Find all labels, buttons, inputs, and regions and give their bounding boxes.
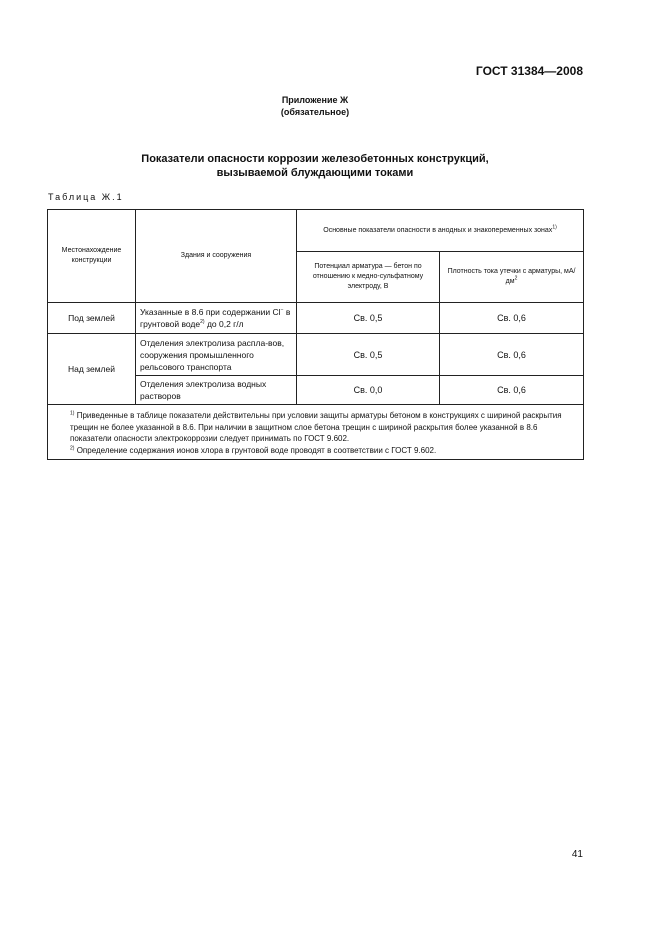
- row1-building: Указанные в 8.6 при содержании Cl− в грунтовой воде$^{2)}$ до 0,2 г/л: [136, 303, 297, 334]
- row2-location: Над землей: [48, 334, 136, 405]
- row2-density: Св. 0,6: [440, 334, 584, 376]
- header-density: [440, 252, 584, 303]
- header-group-text: Основные показатели опасности в анодных и знакопеременных зонах: [323, 226, 553, 234]
- appendix-subtitle: (обязательное): [280, 107, 350, 117]
- row1-location: Под землей: [48, 303, 136, 334]
- title-line-1: Показатели опасности коррозии железобетонных конструкций,: [141, 153, 489, 165]
- header-density-text: Плотность тока утечки с арматуры, мА/дм: [447, 268, 576, 285]
- title-line-2: вызываемой блуждающими токами: [216, 167, 414, 179]
- row1-potential: Св. 0,5: [297, 303, 440, 334]
- header-group-footnote-mark: 1): [552, 224, 557, 231]
- row1-building-part-a: Указанные в 8.6 при содержании Cl: [140, 307, 281, 317]
- note-1-text: Приведенные в таблице показатели действительны при условии защиты арматуры бетоном в конструкциях с шириной раскрытия трещин не более указанной в 8.6. При наличии в защитном слое бетона трещин с шириной раскрытия более указанной в 8.6 показатели опасности электрокоррозии следует принимать по ГОСТ 9.602.: [70, 411, 562, 443]
- document-title: [0, 152, 630, 180]
- header-buildings: Здания и сооружения: [136, 210, 297, 303]
- row1-building-part-b: в грунтовой воде: [140, 307, 291, 329]
- table-label: Таблица Ж.1: [48, 192, 124, 202]
- row1-building-part-c: до 0,2 г/л: [206, 319, 244, 329]
- row3-density: Св. 0,6: [440, 376, 584, 405]
- row1-density: Св. 0,6: [440, 303, 584, 334]
- note-2: [52, 445, 579, 457]
- note-1-mark: 1): [70, 410, 75, 417]
- header-potential: Потенциал арматура — бетон по отношению к медно-сульфатному электроду, В: [297, 252, 440, 303]
- row2-building: Отделения электролиза распла-вов, сооружения промышленного рельсового транспорта: [136, 334, 297, 376]
- table-row: [48, 334, 584, 376]
- table-row: [48, 303, 584, 334]
- corrosion-table: [47, 209, 584, 460]
- row2-potential: Св. 0,5: [297, 334, 440, 376]
- header-group: [297, 210, 584, 252]
- header-density-superscript: 2: [514, 275, 518, 282]
- row3-building: Отделения электролиза водных растворов: [136, 376, 297, 405]
- note-2-mark: 2): [70, 444, 75, 451]
- table-notes-row: [48, 405, 584, 460]
- note-2-text: Определение содержания ионов хлора в грунтовой воде проводят в соответствии с ГОСТ 9.602.: [76, 445, 437, 455]
- table-notes: [48, 405, 584, 460]
- page-number: 41: [571, 849, 583, 860]
- header-location: Местонахождение конструкции: [48, 210, 136, 303]
- table-header-row: [48, 210, 584, 252]
- standard-number: ГОСТ 31384—2008: [475, 64, 583, 78]
- note-1: [52, 410, 579, 445]
- appendix-title: Приложение Ж: [281, 95, 349, 105]
- row1-footnote-mark: 2): [200, 319, 205, 326]
- row3-potential: Св. 0,0: [297, 376, 440, 405]
